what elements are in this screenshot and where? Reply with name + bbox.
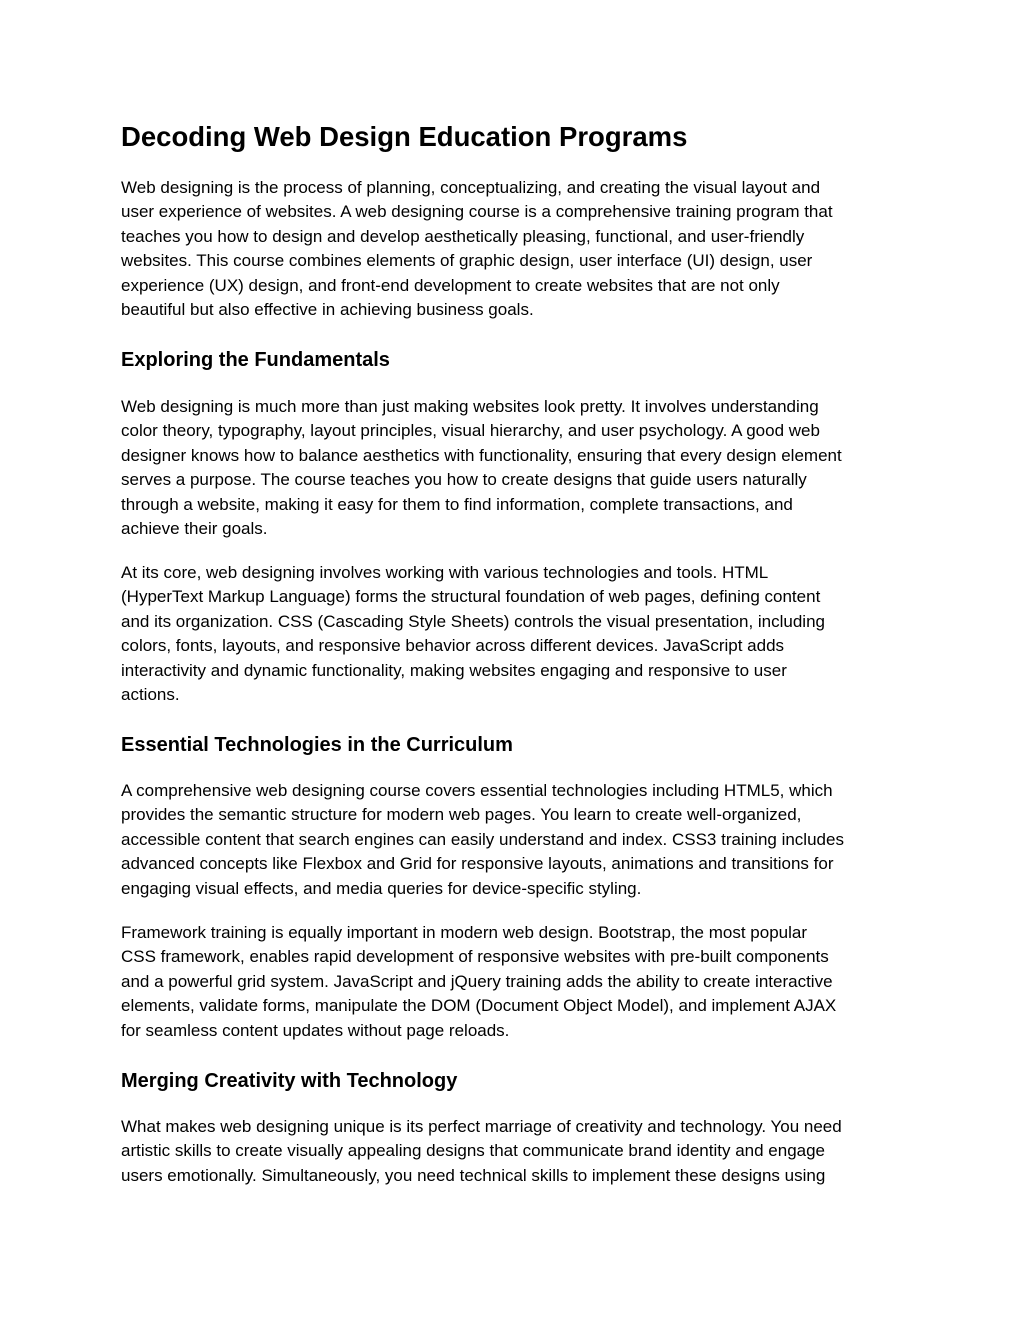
document-title: Decoding Web Design Education Programs — [121, 121, 688, 152]
text-line: experience (UX) design, and front-end development to create websites that are not only — [121, 275, 780, 295]
text-line: and its organization. CSS (Cascading Style Sheets) controls the visual presentation, including — [121, 611, 825, 631]
technologies-paragraph-1 — [121, 779, 844, 901]
section-heading-fundamentals: Exploring the Fundamentals — [121, 349, 390, 371]
text-line: At its core, web designing involves working with various technologies and tools. HTML — [121, 563, 769, 582]
text-line: Web designing is the process of planning, conceptualizing, and creating the visual layout and — [121, 178, 821, 197]
text-line: through a website, making it easy for them to find information, complete transactions, and — [121, 494, 793, 514]
text-line: Web designing is much more than just making websites look pretty. It involves understanding — [121, 397, 819, 416]
section-heading-creativity-technology: Merging Creativity with Technology — [121, 1070, 458, 1092]
text-line: A comprehensive web designing course covers essential technologies including HTML5, which — [121, 781, 833, 800]
fundamentals-paragraph-1 — [121, 395, 842, 541]
fundamentals-paragraph-2 — [121, 561, 825, 707]
text-line: users emotionally. Simultaneously, you need technical skills to implement these designs using — [121, 1165, 826, 1185]
text-line: accessible content that search engines can easily understand and index. CSS3 training includes — [121, 829, 844, 849]
text-line: engaging visual effects, and media queries for device-specific styling. — [121, 878, 642, 898]
text-line: achieve their goals. — [121, 519, 268, 539]
text-line: color theory, typography, layout principles, visual hierarchy, and user psychology. A good web — [121, 421, 820, 441]
text-line: elements, validate forms, manipulate the DOM (Document Object Model), and implement AJAX — [121, 996, 837, 1016]
text-line: designer knows how to balance aesthetics with functionality, ensuring that every design element — [121, 445, 842, 465]
section-heading-essential-technologies: Essential Technologies in the Curriculum — [121, 734, 513, 756]
text-line: colors, fonts, layouts, and responsive behavior across different devices. JavaScript adds — [121, 636, 785, 656]
technologies-paragraph-2 — [121, 921, 836, 1043]
text-line: artistic skills to create visually appealing designs that communicate brand identity and engage — [121, 1141, 826, 1161]
text-line: interactivity and dynamic functionality, making websites engaging and responsive to user — [121, 660, 787, 680]
text-line: provides the semantic structure for modern web pages. You learn to create well-organized, — [121, 805, 802, 825]
intro-paragraph — [121, 176, 833, 322]
text-line: What makes web designing unique is its perfect marriage of creativity and technology. You need — [121, 1117, 842, 1136]
text-line: and a powerful grid system. JavaScript and jQuery training adds the ability to create interactive — [121, 971, 833, 991]
text-line: beautiful but also effective in achieving business goals. — [121, 300, 534, 320]
creativity-paragraph-1 — [121, 1115, 842, 1188]
text-line: for seamless content updates without page reloads. — [121, 1020, 510, 1040]
text-line: user experience of websites. A web designing course is a comprehensive training program that — [121, 202, 833, 222]
text-line: serves a purpose. The course teaches you how to create designs that guide users naturally — [121, 470, 807, 490]
text-line: CSS framework, enables rapid development of responsive websites with pre-built components — [121, 947, 829, 967]
text-line: websites. This course combines elements of graphic design, user interface (UI) design, user — [121, 251, 813, 271]
text-line: Framework training is equally important in modern web design. Bootstrap, the most popular — [121, 923, 808, 942]
text-line: actions. — [121, 685, 180, 705]
text-line: advanced concepts like Flexbox and Grid for responsive layouts, animations and transitions for — [121, 854, 834, 874]
text-line: (HyperText Markup Language) forms the structural foundation of web pages, defining content — [121, 587, 821, 607]
text-line: teaches you how to design and develop aesthetically pleasing, functional, and user-friendly — [121, 226, 805, 246]
